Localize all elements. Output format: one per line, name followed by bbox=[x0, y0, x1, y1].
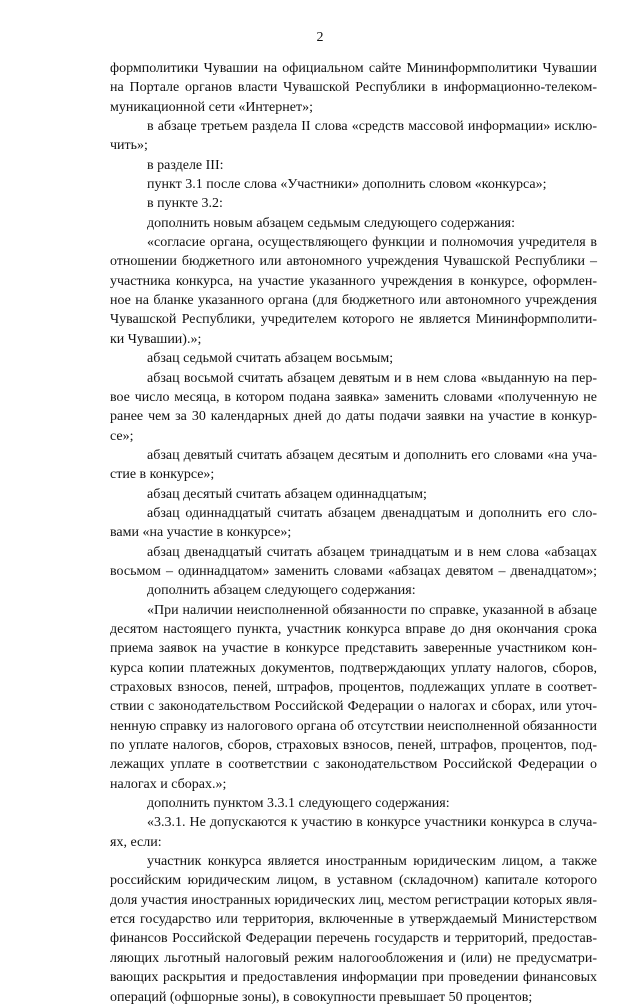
text-line: формполитики Чувашии на официальном сайте Мининформполитики Чувашии bbox=[110, 61, 597, 76]
text-line: по уплате налогов, сборов, страховых взносов, пеней, штрафов, процентов, под- bbox=[110, 738, 597, 754]
text-line: абзац девятый считать абзацем десятым и дополнить его словами «на уча- bbox=[147, 447, 597, 463]
text-line: участник конкурса является иностранным юридическим лицом, а также bbox=[147, 854, 597, 870]
text-line: приема заявок на участие в конкурсе представить заверенные участником кон- bbox=[110, 641, 597, 657]
text-line: дополнить абзацем следующего содержания: bbox=[147, 583, 416, 599]
text-line: чить»; bbox=[110, 138, 148, 154]
text-line: ки Чувашии).»; bbox=[110, 331, 202, 347]
text-line: операций (офшорные зоны), в совокупности превышает 50 процентов; bbox=[110, 989, 533, 1005]
text-line: муникационной сети «Интернет»; bbox=[110, 99, 313, 115]
text-line: десятом настоящего пункта, участник конкурса вправе до дня окончания срока bbox=[110, 621, 597, 637]
page-number: 2 bbox=[316, 30, 324, 45]
text-line: «При наличии неисполненной обязанности по справке, указанной в абзаце bbox=[147, 602, 597, 618]
text-line: ях, если: bbox=[110, 834, 162, 850]
text-line: вое число месяца, в котором подана заявка» заменить словами «полученную не bbox=[110, 389, 597, 405]
text-line: российским юридическим лицом, в уставном (складочном) капитале которого bbox=[110, 873, 597, 889]
text-line: стие в конкурсе»; bbox=[110, 467, 215, 483]
text-line: ствии с законодательством Российской Федерации о налогах и сборах, или уточ- bbox=[110, 699, 597, 715]
text-line: абзац седьмой считать абзацем восьмым; bbox=[147, 351, 394, 367]
text-line: се»; bbox=[110, 428, 134, 444]
text-line: лежащих уплате в соответствии с законодательством Российской Федерации о bbox=[110, 757, 597, 773]
text-line: Чувашской Республики, учредителем которого не является Мининформполити- bbox=[110, 312, 597, 328]
text-line: в разделе III: bbox=[147, 157, 224, 173]
text-line: восьмом – одиннадцатом» заменить словами «абзацах девятом – двенадцатом»; bbox=[110, 563, 597, 579]
text-line: дополнить пунктом 3.3.1 следующего содержания: bbox=[147, 796, 450, 812]
text-line: ное на бланке указанного органа (для бюджетного или автономного учреждения bbox=[110, 293, 597, 309]
text-line: абзац восьмой считать абзацем девятым и в нем слова «выданную на пер- bbox=[147, 370, 597, 386]
text-line: абзац десятый считать абзацем одиннадцатым; bbox=[147, 486, 427, 502]
text-line: отношении бюджетного или автономного учреждения Чувашской Республики – bbox=[110, 254, 597, 270]
text-line: дополнить новым абзацем седьмым следующего содержания: bbox=[147, 215, 516, 231]
text-line: доля участия иностранных юридических лиц, местом регистрации которых явля- bbox=[110, 892, 597, 908]
text-line: абзац двенадцатый считать абзацем тринадцатым и в нем слова «абзацах bbox=[147, 544, 597, 560]
body-text bbox=[110, 59, 597, 1007]
text-line: абзац одиннадцатый считать абзацем двенадцатым и дополнить его сло- bbox=[147, 505, 597, 521]
text-line: в абзаце третьем раздела II слова «средств массовой информации» исклю- bbox=[147, 119, 597, 135]
text-line: в пункте 3.2: bbox=[147, 196, 223, 212]
text-line: вающих раскрытия и предоставления информации при проведении финансовых bbox=[110, 970, 597, 986]
text-line: ненную справку из налогового органа об отсутствии неисполненной обязанности bbox=[110, 718, 597, 734]
text-line: страховых взносов, пеней, штрафов, процентов, подлежащих уплате в соответ- bbox=[110, 680, 597, 695]
text-line: ется государство или территория, включенные в утверждаемый Министерством bbox=[110, 912, 597, 928]
text-line: ранее чем за 30 календарных дней до даты подачи заявки на участие в конкур- bbox=[110, 409, 597, 425]
text-line: «3.3.1. Не допускаются к участию в конкурсе участники конкурса в случа- bbox=[147, 815, 597, 831]
text-line: на Портале органов власти Чувашской Республики в информационно-телеком- bbox=[110, 80, 597, 96]
text-line: вами «на участие в конкурсе»; bbox=[110, 525, 292, 541]
text-line: пункт 3.1 после слова «Участники» дополнить словом «конкурса»; bbox=[147, 177, 547, 193]
text-line: финансов Российской Федерации перечень государств и территорий, предостав- bbox=[110, 931, 597, 947]
text-line: налогах и сборах.»; bbox=[110, 776, 227, 792]
text-line: «согласие органа, осуществляющего функции и полномочия учредителя в bbox=[147, 235, 597, 251]
text-line: ляющих льготный налоговый режим налогообложения и (или) не предусматри- bbox=[110, 950, 597, 966]
text-line: участника конкурса, на участие указанного учреждения в конкурсе, оформлен- bbox=[110, 273, 597, 289]
text-line: курса копии платежных документов, подтверждающих уплату налогов, сборов, bbox=[110, 660, 597, 676]
